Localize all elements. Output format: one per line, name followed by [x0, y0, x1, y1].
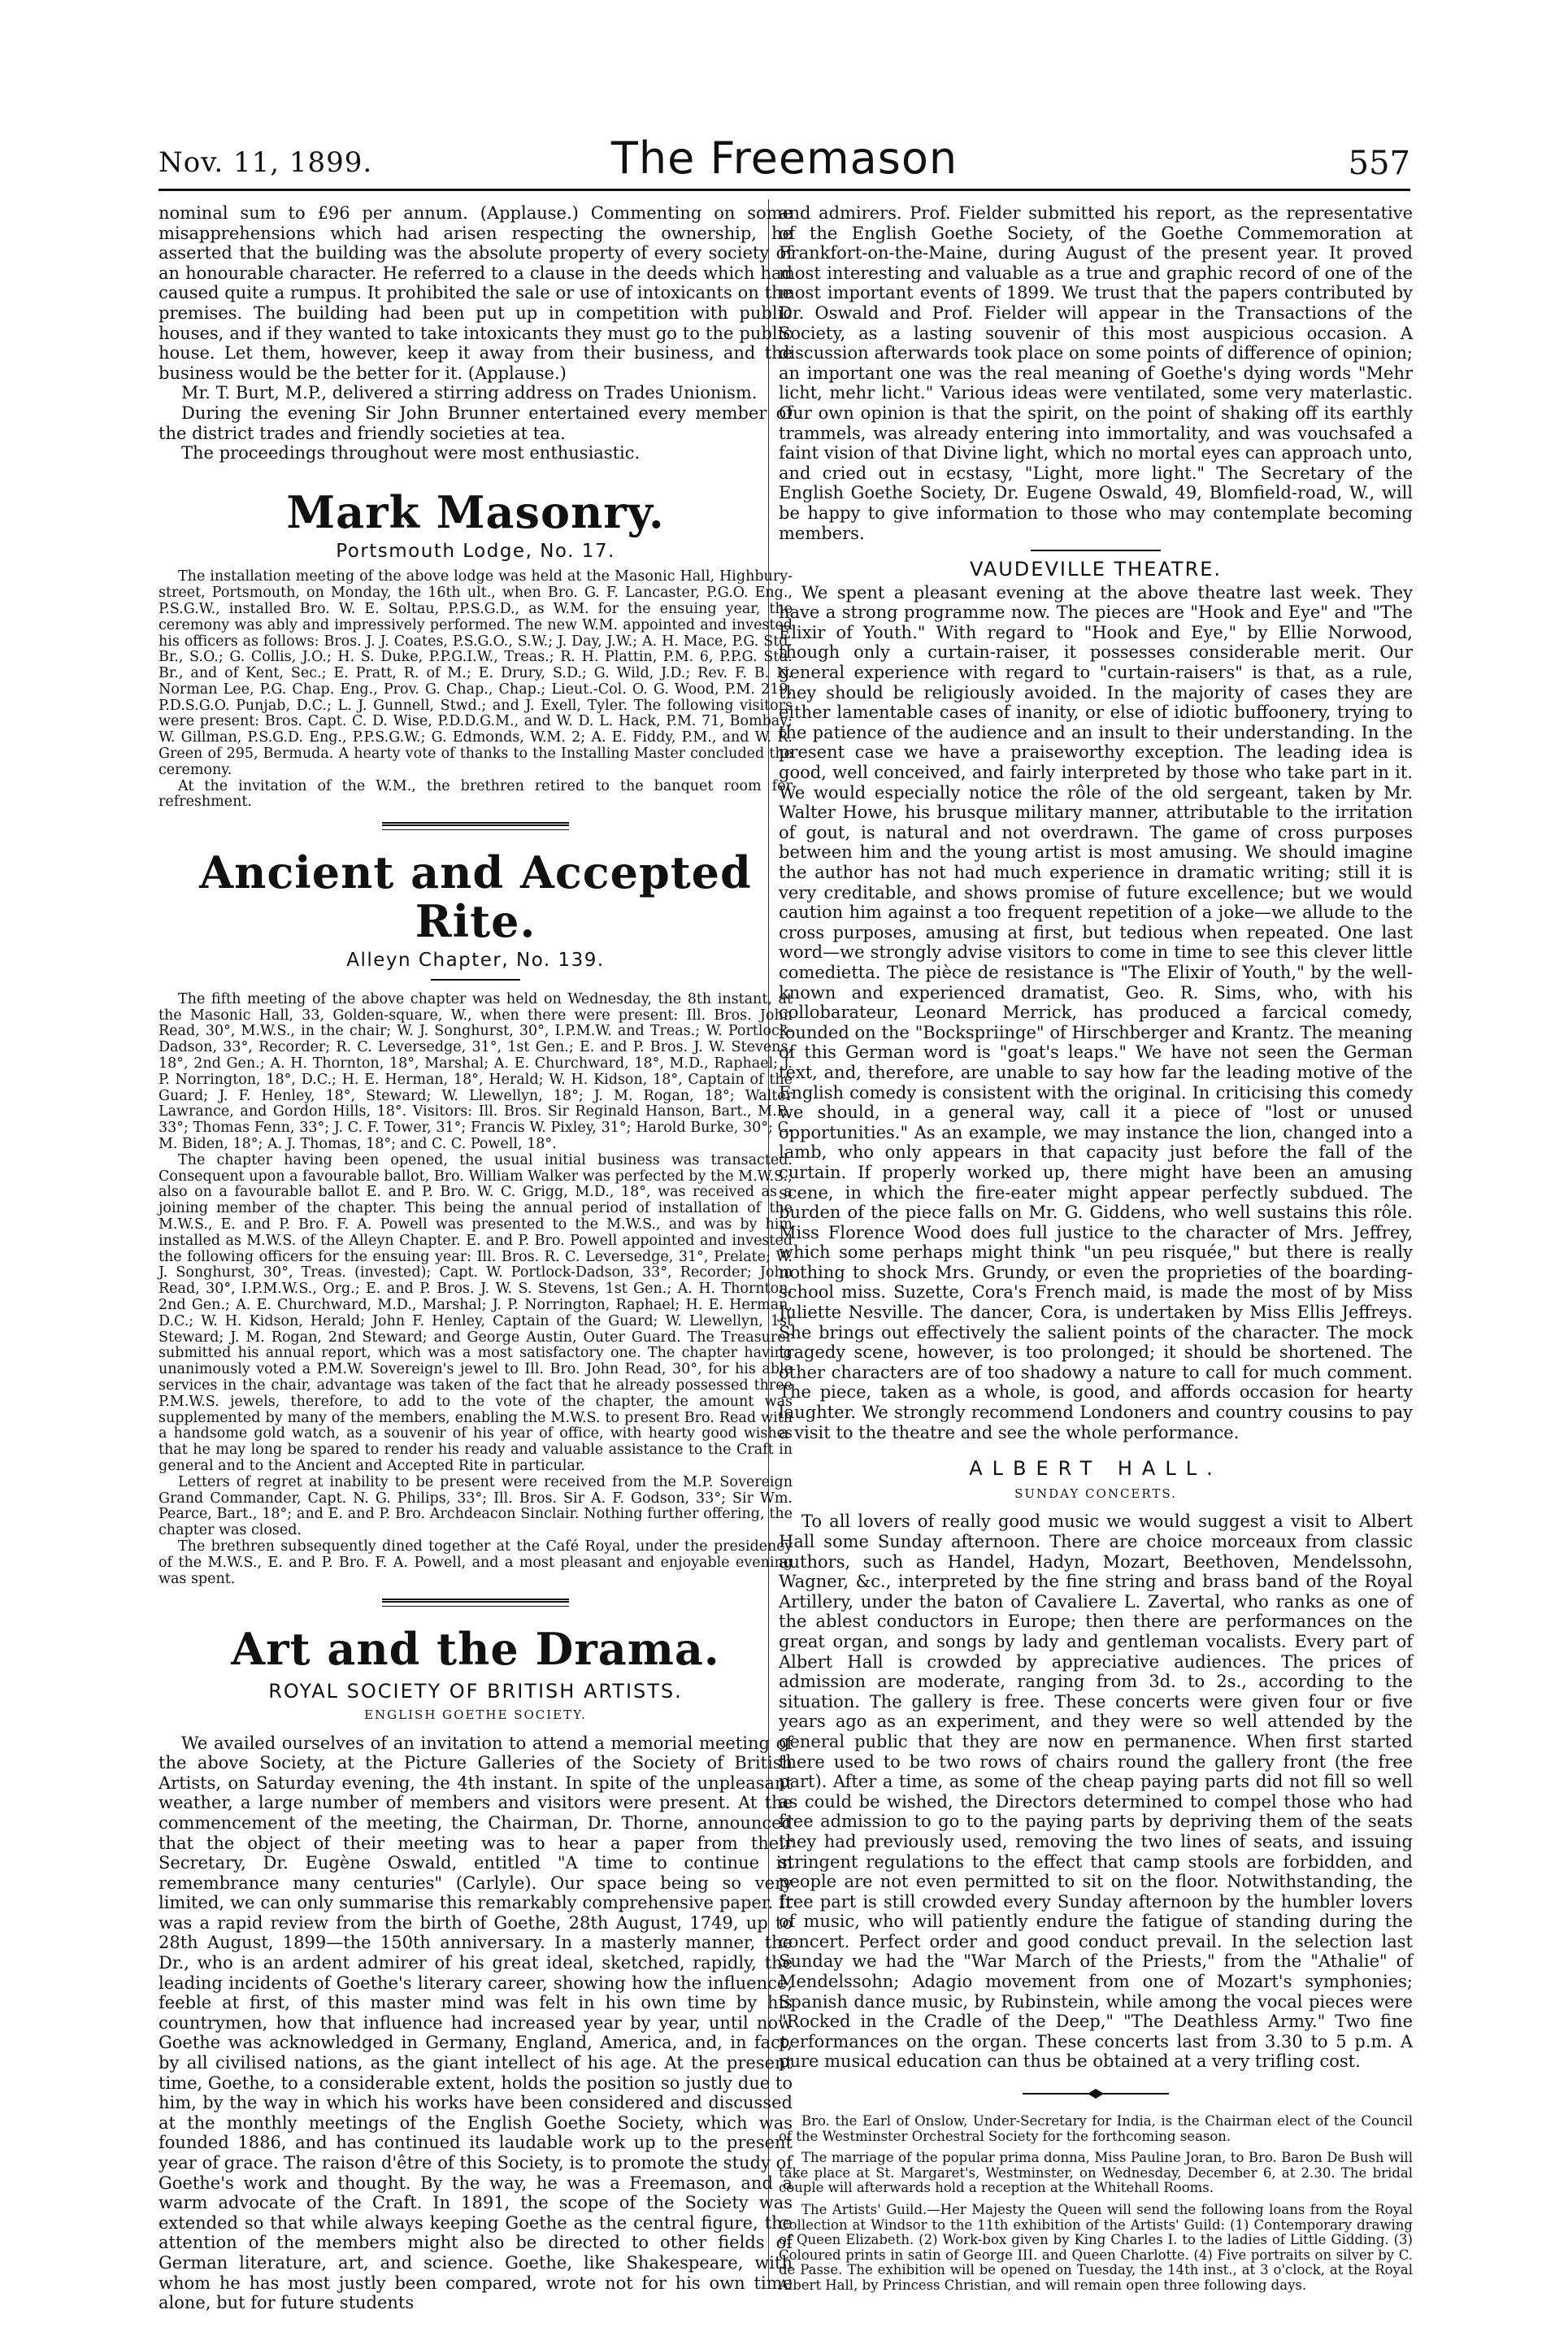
goethe-continued-paragraph: and admirers. Prof. Fielder submitted his report, as the representative of the English Goethe Society, of the Goethe Commemoration at Frankfort-on-the-Maine, during August of the present year. It proved most interesting and valuable as a true and graphic record of one of the most important events of 1899. We trust that the papers contributed by Dr. Oswald and Prof. Fielder will appear in the Transactions of the Society, as a lasting souvenir of this most auspicious occasion. A discussion afterwards took place on some points of difference of opinion; an important one was the real meaning of Goethe's dying words "Mehr licht, mehr licht." Various ideas were ventilated, some very materlastic. Our own opinion is that the spirit, on the point of shaking off its earthly trammels, was already entering into immortality, and was vouchsafed a faint vision of that Divine light, which no mortal eyes can approach unto, and cried out in ecstasy, "Light, more light." The Secretary of the English Goethe Society, Dr. Eugene Oswald, 49, Blomfield-road, W., will be happy to give information to those who may contemplate becoming members.	[779, 203, 1413, 543]
section-rule	[382, 822, 569, 830]
sunday-concerts-heading: SUNDAY CONCERTS.	[1014, 1486, 1177, 1501]
report-paragraph: The chapter having been opened, the usual initial business was transacted. Consequent upon a favourable ballot, Bro. William Walker was perfected by the M.W.S.; also on a favourable ballot E. and P. Bro. W. C. Grigg, M.D., 18°, was received as a joining member of the chapter. This being the annual period of installation of the M.W.S., E. and P. Bro. F. A. Powell was presented to the M.W.S., and was by him installed as M.W.S. of the Alleyn Chapter. E. and P. Bro. Powell appointed and invested the following officers for the ensuing year: Ill. Bros. R. C. Leversedge, 31°, Prelate; W. J. Songhurst, 30°, Treas. (invested); Capt. W. Portlock-Dadson, 33°, Recorder; John Read, 30°, I.P.M.W.S., Org.; E. and P. Bros. J. W. S. Stevens, 1st Gen.; A. H. Thornton, 2nd Gen.; A. E. Churchward, M.D., Marshal; J. P. Norrington, Raphael; H. E. Herman, D.C.; W. H. Kidson, Herald; John F. Henley, Captain of the Guard; W. Llewellyn, 1st Steward; J. M. Rogan, 2nd Steward; and George Austin, Outer Guard. The Treasurer submitted his annual report, which was a most satisfactory one. The chapter having unanimously voted a P.M.W. Sovereign's jewel to Ill. Bro. John Read, 30°, for his able services in the chair, advantage was taken of the fact that he already possessed three P.M.W.S. jewels, therefore, to add to the vote of the chapter, the amount was supplemented by many of the members, enabling the M.W.S. to present Bro. Read with a handsome gold watch, as a souvenir of his year of office, with hearty good wishes that he may long be spared to render his ready and valuable assistance to the Craft in general and to the Ancient and Accepted Rite in particular.	[159, 1151, 793, 1474]
issue-date: Nov. 11, 1899.	[159, 146, 373, 179]
report-paragraph: At the invitation of the W.M., the brethren retired to the banquet room for refreshment.	[159, 777, 793, 811]
vaudeville-paragraph: We spent a pleasant evening at the above theatre last week. They have a strong programme now. The pieces are "Hook and Eye" and "The Elixir of Youth." With regard to "Hook and Eye," by Ellie Norwood, though only a curtain-raiser, it possesses considerable merit. Our general experience with regard to "curtain-raisers" is that, as a rule, they should be religiously avoided. In the majority of cases they are either lamentable cases of inanity, or else of idiotic buffoonery, trying to the patience of the audience and an insult to their understanding. In the present case we have a praiseworthy exception. The leading idea is good, well conceived, and fairly interpreted by those who take part in it. We would especially notice the rôle of the old sergeant, taken by Mr. Walter Howe, his brusque military manner, attributable to the irritation of gout, is natural and not overdrawn. The game of cross purposes between him and the young artist is most amusing. We should imagine the author has not had much experience in dramatic writing; still it is very creditable, and shows promise of future excellence; but we would caution him against a too frequent repetition of a joke—we allude to the cross purposes, amusing at first, but tedious when repeated. One last word—we strongly advise visitors to come in time to see this clever little comedietta. The pièce de resistance is "The Elixir of Youth," by the well-known and experienced dramatist, Geo. R. Sims, who, with his collobarateur, Leonard Merrick, has produced a farcical comedy, founded on the "Bockspriinge" of Hirschberger and Krantz. The meaning of this German word is "goat's leaps." We have not seen the German text, and, therefore, are unable to say how far the leading motive of the English comedy is consistent with the original. In criticising this comedy we should, in a general way, call it a piece of "lost or unused opportunities." As an example, we may instance the lion, changed into a lamb, who only appears in that capacity just before the fall of the curtain. If properly worked up, there might have been an amusing scene, in which the fire-eater might appear perfectly subdued. The burden of the piece falls on Mr. G. Giddens, who well sustains this rôle. Miss Florence Wood does full justice to the character of Mrs. Jeffrey, which some perhaps might think "un peu risquée," but there is really nothing to shock Mrs. Grundy, or even the proprieties of the boarding-school miss. Suzette, Cora's French maid, is made the most of by Miss Juliette Nesville. The dancer, Cora, is undertaken by Miss Ellis Jeffreys. She brings out effectively the salient points of the character. The mock tragedy scene, however, is too prolonged; it should be shortened. The other characters are of too shadowy a nature to call for much comment. The piece, taken as a whole, is good, and affords occasion for hearty laughter. We strongly recommend Londoners and country cousins to pay a visit to the theatre and see the whole performance.	[779, 582, 1413, 1442]
alleyn-chapter-heading: Alleyn Chapter, No. 139.	[346, 950, 605, 972]
mark-masonry-title: Mark Masonry.	[286, 485, 665, 538]
note-paragraph: Bro. the Earl of Onslow, Under-Secretary for India, is the Chairman elect of the Council of the Westminster Orchestral Society for the forthcoming season.	[779, 2113, 1413, 2144]
report-paragraph: The installation meeting of the above lodge was held at the Masonic Hall, Highbury-street, Portsmouth, on Monday, the 16th ult., when Bro. G. F. Lancaster, P.G.O. Eng., P.S.G.W., installed Bro. W. E. Soltau, P.P.S.G.D., as W.M. for the ensuing year, the ceremony was ably and impressively performed. The new W.M. appointed and invested his officers as follows: Bros. J. J. Coates, P.S.G.O., S.W.; J. Day, J.W.; A. H. Mace, P.G. Std. Br., S.O.; G. Collis, J.O.; H. S. Duke, P.P.G.I.W., Treas.; R. H. Plattin, P.M. 6, P.P.G. Std. Br., and of Kent, Sec.; E. Pratt, R. of M.; E. Drury, S.D.; G. Wild, J.D.; Rev. F. B. N. Norman Lee, P.G. Chap. Eng., Prov. G. Chap., Chap.; Lieut.-Col. O. G. Wood, P.M. 219, P.D.S.G.O. Punjab, D.C.; L. J. Gunnell, Stwd.; and J. Exell, Tyler. The following visitors were present: Bros. Capt. C. D. Wise, P.D.D.G.M., and W. D. L. Hack, P.M. 71, Bombay; W. Gillman, P.S.G.D. Eng., P.P.S.G.W.; G. Edmonds, W.M. 2; A. E. Fiddy, P.M., and W. R. Green of 295, Bermuda. A hearty vote of thanks to the Installing Master concluded the ceremony.	[159, 568, 793, 778]
header-rule	[159, 189, 1410, 191]
vaudeville-heading: VAUDEVILLE THEATRE.	[969, 558, 1223, 581]
mark-masonry-body	[159, 569, 793, 811]
left-column	[159, 203, 793, 2313]
mark-masonry-section	[159, 485, 793, 538]
art-drama-title: Art and the Drama.	[231, 1623, 720, 1676]
intro-paragraph: Mr. T. Burt, M.P., delivered a stirring address on Trades Unionism.	[181, 383, 758, 403]
ancient-rite-title: Ancient and Accepted Rite.	[199, 846, 752, 948]
note-paragraph: The marriage of the popular prima donna, Miss Pauline Joran, to Bro. Baron De Bush will take place at St. Margaret's, Westminster, on Wednesday, December 6, at 2.30. The bridal couple will afterwards hold a reception at the Whitehall Rooms.	[779, 2150, 1413, 2196]
section-rule	[1031, 550, 1161, 551]
ancient-rite-body	[159, 992, 793, 1587]
intro-paragraph: During the evening Sir John Brunner entertained every member of the district trades and friendly societies at tea.	[159, 402, 793, 443]
goethe-society-heading: ENGLISH GOETHE SOCIETY.	[364, 1707, 587, 1722]
note-paragraph: The Artists' Guild.—Her Majesty the Queen will send the following loans from the Royal Collection at Windsor to the 11th exhibition of the Artists' Guild: (1) Contemporary drawing of Queen Elizabeth. (2) Work-box given by King Charles I. to the ladies of Little Gidding. (3) Coloured prints in satin of George III. and Queen Charlotte. (4) Five portraits on silver by C. de Passe. The exhibition will be opened on Tuesday, the 14th inst., at 3 o'clock, at the Royal Albert Hall, by Princess Christian, and will remain open three following days.	[779, 2202, 1413, 2293]
art-drama-section	[159, 1623, 793, 1676]
ornamental-rule	[1023, 2088, 1169, 2099]
ancient-rite-section	[159, 848, 793, 946]
portsmouth-lodge-heading: Portsmouth Lodge, No. 17.	[336, 540, 615, 562]
section-rule	[382, 1599, 569, 1607]
intro-paragraph: nominal sum to £96 per annum. (Applause.) Commenting on some misapprehensions which had arisen respecting the ownership, he asserted that the building was the absolute property of every society of an honourable character. He referred to a clause in the deeds which had caused quite a rumpus. It prohibited the sale or use of intoxicants on the premises. The building had been put up in competition with public houses, and if they wanted to take intoxicants they must go to the public house. Let them, however, keep it away from their business, and the business would be the better for it. (Applause.)	[159, 203, 793, 383]
page-header	[159, 122, 1410, 187]
report-paragraph: The fifth meeting of the above chapter was held on Wednesday, the 8th instant, at the Masonic Hall, 33, Golden-square, W., when there were present: Ill. Bros. John Read, 30°, M.W.S., in the chair; W. J. Songhurst, 30°, I.P.M.W. and Treas.; W. Portlock-Dadson, 33°, Recorder; R. C. Leversedge, 31°, 1st Gen.; E. and P. Bros. J. W. Stevens, 18°, 2nd Gen.; A. H. Thornton, 18°, Marshal; A. E. Churchward, 18°, M.D., Raphael; J. P. Norrington, 18°, D.C.; H. E. Herman, 18°, Herald; W. H. Kidson, 18°, Captain of the Guard; J. F. Henley, 18°, Steward; W. Llewellyn, 18°; J. M. Rogan, 18°; Walter Lawrance, and Gordon Hills, 18°. Visitors: Ill. Bros. Sir Reginald Hanson, Bart., M.P., 33°; Thomas Fenn, 33°; J. C. F. Tower, 31°; Francis W. Pixley, 31°; Harold Burke, 30°; C. M. Biden, 18°; A. J. Thomas, 18°; and C. C. Powell, 18°.	[159, 990, 793, 1153]
masthead-title: The Freemason	[610, 133, 958, 184]
albert-hall-heading: ALBERT HALL.	[969, 1457, 1223, 1481]
page-number: 557	[1348, 145, 1410, 182]
albert-hall-paragraph: To all lovers of really good music we would suggest a visit to Albert Hall some Sunday afternoon. There are choice morceaux from classic authors, such as Handel, Hadyn, Mozart, Beethoven, Mendelssohn, Wagner, &c., interpreted by the fine string and brass band of the Royal Artillery, under the baton of Cavaliere L. Zavertal, who ranks as one of the ablest conductors in Europe; then there are performances on the great organ, and songs by lady and gentleman vocalists. Every part of Albert Hall is crowded by appreciative audiences. The prices of admission are moderate, ranging from 3d. to 2s., according to the situation. The gallery is free. These concerts were given four or five years ago as an experiment, and they were so well attended by the general public that they are now en permanence. When first started there used to be two rows of chairs round the gallery front (the free part). After a time, as some of the cheap paying parts did not fill so well as could be wished, the Directors determined to compel those who had free admission to go to the paying parts by depriving them of the seats they had previously used, removing the two lines of seats, and issuing stringent regulations to the effect that camp stools are forbidden, and people are not even permitted to sit on the floor. Notwithstanding, the free part is still crowded every Sunday afternoon by the humbler lovers of music, who will patiently endure the fatigue of standing during the concert. Perfect order and good conduct prevail. In the selection last Sunday we had the "War March of the Priests," from the "Athalie" of Mendelssohn; Adagio movement from one of Mozart's symphonies; Spanish dance music, by Rubinstein, while among the vocal pieces were "Rocked in the Cradle of the Deep," "The Deathless Army." Two fine performances on the organ. These concerts last from 3.30 to 5 p.m. A pure musical education can thus be obtained at a very trifling cost.	[779, 1512, 1413, 2072]
royal-society-heading: ROYAL SOCIETY OF BRITISH ARTISTS.	[268, 1680, 683, 1703]
right-column	[779, 203, 1413, 2294]
notes-block	[779, 2114, 1413, 2294]
short-rule	[431, 979, 520, 981]
report-paragraph: The brethren subsequently dined together at the Café Royal, under the presidency of the M.W.S., E. and P. Bro. F. A. Powell, and a most pleasant and enjoyable evening was spent.	[159, 1538, 793, 1587]
intro-paragraph: The proceedings throughout were most enthusiastic.	[181, 443, 641, 463]
report-paragraph: Letters of regret at inability to be present were received from the M.P. Sovereign Grand Commander, Capt. N. G. Philips, 33°; Ill. Bros. Sir A. F. Godson, 33°; Sir Wm. Pearce, Bart., 18°; and E. and P. Bro. Archdeacon Sinclair. Nothing further offering, the chapter was closed.	[159, 1473, 793, 1539]
goethe-paragraph: We availed ourselves of an invitation to attend a memorial meeting of the above Society, at the Picture Galleries of the Society of British Artists, on Saturday evening, the 4th instant. In spite of the unpleasant weather, a large number of members and visitors were present. At the commencement of the meeting, the Chairman, Dr. Thorne, announced that the object of their meeting was to hear a paper from their Secretary, Dr. Eugène Oswald, entitled "A time to continue in remembrance many centuries" (Carlyle). Our space being so very limited, we can only summarise this remarkably comprehensive paper. It was a rapid review from the birth of Goethe, 28th August, 1749, up to 28th August, 1899—the 150th anniversary. In a masterly manner, the Dr., who is an ardent admirer of his great ideal, sketched, rapidly, the leading incidents of Goethe's literary career, showing how the influence, feeble at first, of this master mind was felt in his own time by his countrymen, how that influence had increased year by year, until now Goethe was acknowledged in Germany, England, America, and, in fact, by all civilised nations, as the giant intellect of his age. At the present time, Goethe, to a considerable extent, holds the position so justly due to him, by the way in which his works have been considered and discussed at the monthly meetings of the English Goethe Society, which was founded 1886, and has continued its laudable work up to the present year of grace. The raison d'être of this Society, is to promote the study of Goethe's work and thought. By the way, he was a Freemason, and a warm advocate of the Craft. In 1891, the scope of the Society was extended so that while always keeping Goethe as the central figure, the attention of the members might also be directed to other fields of German literature, art, and science. Goethe, like Shakespeare, with whom he has most justly been compared, wrote not for his own time alone, but for future students	[159, 1733, 793, 2313]
